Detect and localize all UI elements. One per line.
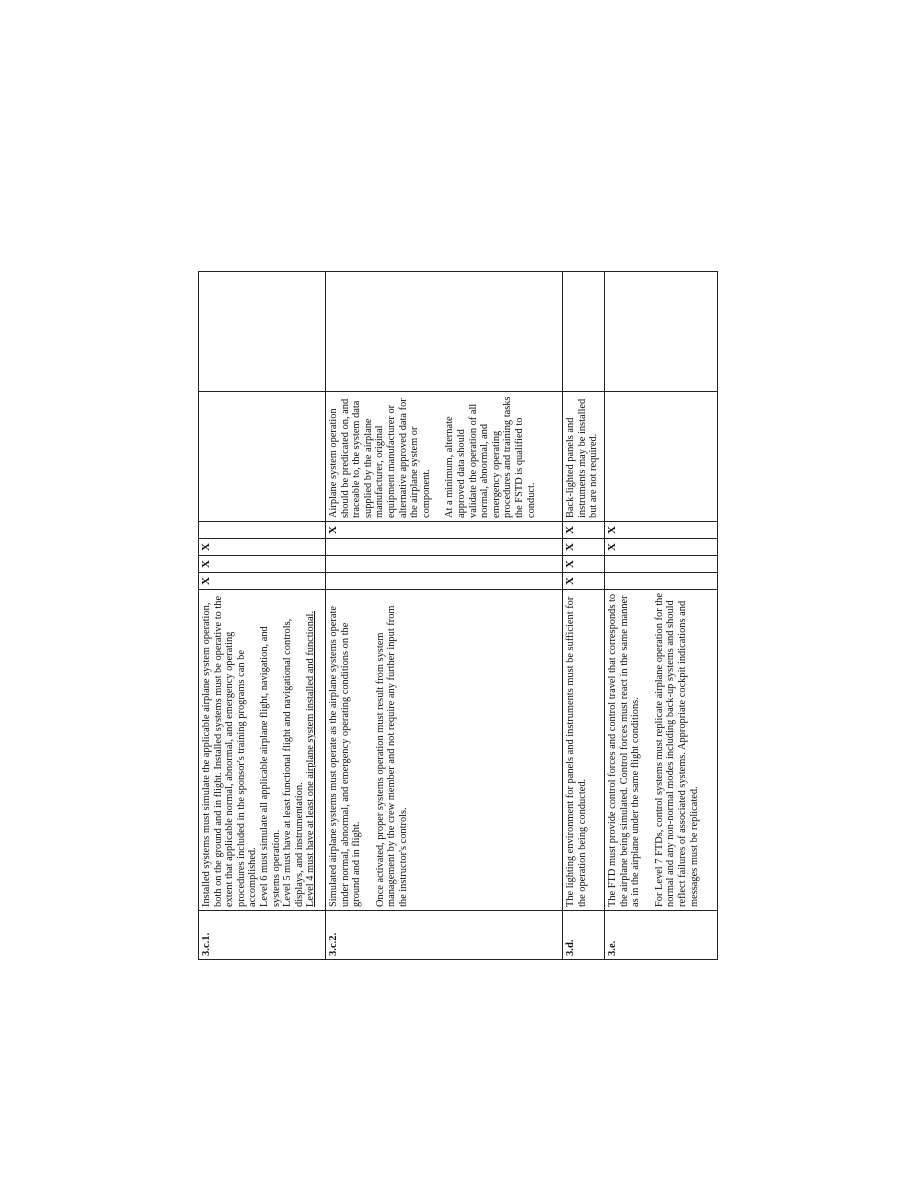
requirement-paragraph: Level 4 must have at least one airplane system installed and functional. [305,610,317,907]
blank-cell [563,272,605,392]
table-row [563,272,605,960]
notes-cell [605,392,718,522]
note-paragraph: Airplane system operation should be predicated on, and traceable to, the system data supplied by the airplane manufacturer, original equipment manufacturer or alternative approved data for the airplane system or component. [328,398,432,518]
blank-cell [605,272,718,392]
row-number: 3.c.2. [326,911,563,960]
level-mark [326,539,563,556]
blank-cell [199,272,326,392]
notes-cell [326,392,563,522]
note-paragraph: At a minimum, alternate approved data should validate the operation of all normal, abnormal, and emergency operating procedures and training tasks the FSTD is qualified to conduct. [444,396,537,518]
note-paragraph: Back-lighted panels and instruments may be installed but are not required. [565,398,600,518]
requirements-table-frame [198,272,886,956]
level-mark [605,573,718,590]
level-mark: X [199,556,326,573]
requirement-text [605,590,718,911]
requirement-text [563,590,605,911]
level-mark: X [563,522,605,539]
rotated-page-content [198,272,717,960]
blank-cell [326,272,563,392]
requirement-paragraph: Installed systems must simulate the applicable airplane system operation, both on the ground and in flight. Installed systems must be operative to the extent that applicable normal, abnormal, and emergency operating procedures included in the sponsor's training programs can be accomplished. [201,595,259,907]
level-mark [199,522,326,539]
requirement-paragraph: Level 5 must have at least functional flight and navigational controls, displays, and instrumentation. [282,618,305,907]
level-mark [605,556,718,573]
row-number: 3.c.1. [199,911,326,960]
level-mark: X [563,539,605,556]
level-mark: X [605,522,718,539]
requirement-text [326,590,563,911]
level-mark [326,573,563,590]
level-mark: X [199,539,326,556]
level-mark: X [563,573,605,590]
requirement-paragraph: Level 6 must simulate all applicable airplane flight, navigation, and systems operation. [258,626,282,907]
level-mark: X [605,539,718,556]
notes-cell [563,392,605,522]
requirement-paragraph: The FTD must provide control forces and control travel that corresponds to the airplane being simulated. Control forces must react in the same manner as in the airplane under the same flight conditions. [607,593,642,907]
requirement-paragraph: The lighting environment for panels and instruments must be sufficient for the operation being conducted. [565,596,588,907]
table-row [326,272,563,960]
row-number: 3.e. [605,911,718,960]
level-mark: X [326,522,563,539]
level-mark: X [199,573,326,590]
requirement-paragraph: Simulated airplane systems must operate as the airplane systems operate under normal, abnormal, and emergency operating conditions on the ground and in flight. [328,606,363,907]
requirements-table [198,271,718,960]
requirement-text [199,590,326,911]
row-number: 3.d. [563,911,605,960]
requirement-paragraph: Once activated, proper systems operation must result from system management by the crew member and not require any further input from the instructor's controls. [374,605,409,907]
notes-cell [199,392,326,522]
table-row [605,272,718,960]
requirement-paragraph: For Level 7 FTDs, control systems must replicate airplane operation for the normal and any non-normal modes including back-up systems and should reflect failures of associated systems. Appropriate cockpit indications and messages must be replicated. [653,593,700,907]
level-mark: X [563,556,605,573]
table-row [199,272,326,960]
level-mark [326,556,563,573]
